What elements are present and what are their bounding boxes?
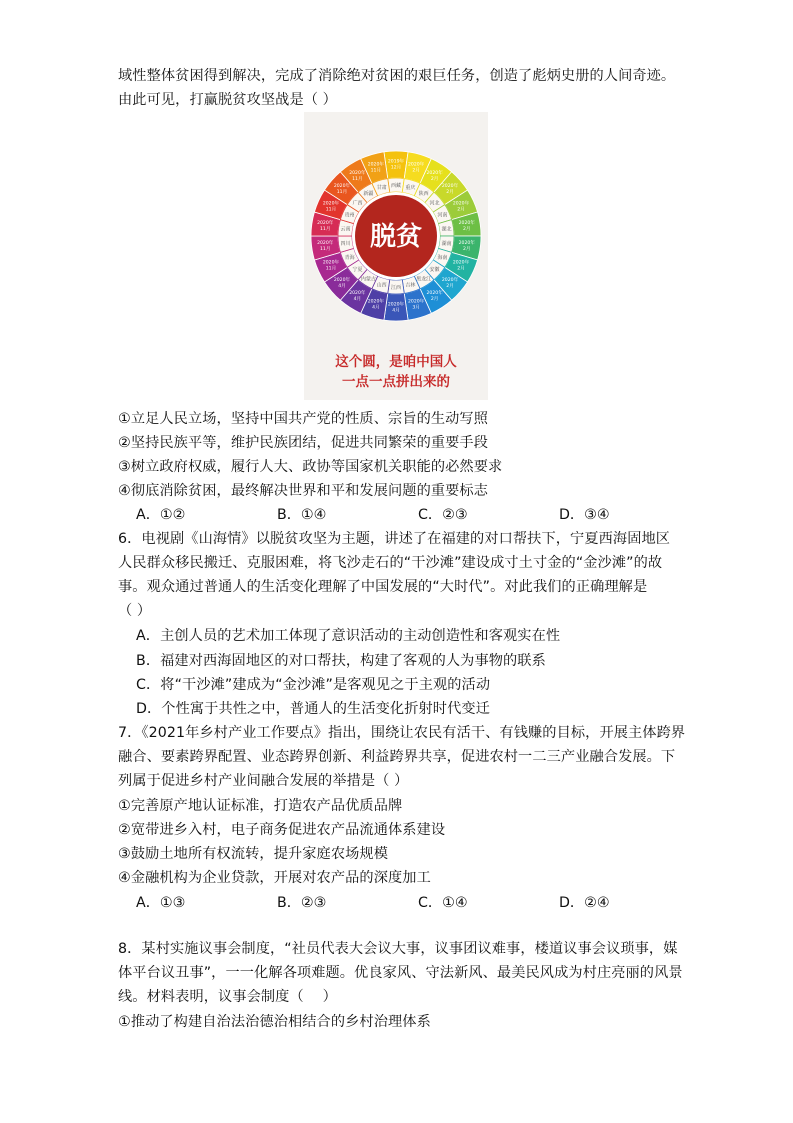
segment-date-month: 4月 (392, 308, 400, 314)
segment-date: 2020年 (322, 260, 340, 266)
segment-date: 2020年 (367, 162, 385, 168)
segment-province: 湖北 (441, 226, 452, 233)
segment-date-month: 2月 (446, 283, 454, 289)
q7-options (136, 891, 700, 915)
q7-stem-line-1: 7．《2021年乡村产业工作要点》指出，围绕让农民有活干、有钱赚的目标，开展主体跨界 (118, 725, 686, 741)
segment-date-month: 11月 (320, 247, 331, 253)
q8-stem-line-2: 体平台议丑事”，一一化解各项难题。优良家风、守法新风、最美民风成为村庄亮丽的风景 (118, 965, 683, 981)
q8-stem-line-3: 线。材料表明，议事会制度（ ） (118, 989, 337, 1005)
segment-date: 2020年 (452, 260, 470, 266)
segment-province: 甘肃 (376, 184, 387, 191)
segment-date: 2020年 (426, 170, 443, 176)
q8-choice-1: ①推动了构建自治法治德治相结合的乡村治理体系 (118, 1014, 431, 1030)
q5-option-c[interactable]: C．②③ (418, 507, 468, 523)
segment-date: 2020年 (407, 162, 425, 168)
wheel-center-title: 脱贫 (369, 222, 423, 252)
q8-stem-line-1: 8．某村实施议事会制度，“社员代表大会议大事，议事团议难事，楼道议事会议琐事，媒 (118, 941, 678, 957)
segment-date-month: 11月 (352, 176, 363, 182)
segment-date-month: 2月 (463, 247, 471, 253)
segment-province: 四川 (340, 241, 351, 248)
segment-date: 2020年 (322, 201, 340, 207)
segment-province: 黑龙江 (416, 276, 432, 283)
q7-choice-4: ④金融机构为企业贷款，开展对农产品的深度加工 (118, 870, 431, 886)
segment-province: 新疆 (363, 190, 374, 197)
q5-option-b[interactable]: B．①④ (277, 507, 327, 523)
segment-province: 安徽 (429, 267, 440, 274)
segment-date: 2020年 (426, 291, 443, 297)
figure-caption-line-1: 这个圆，是咱中国人 (335, 354, 457, 370)
segment-date-month: 2月 (446, 190, 454, 196)
segment-date: 2020年 (317, 220, 334, 226)
segment-date-month: 4月 (353, 297, 362, 303)
segment-date-month: 11月 (370, 168, 382, 174)
q5-stem-line-2: 由此可见，打赢脱贫攻坚战是（ ） (118, 92, 337, 108)
q6-option-d[interactable]: D．个性寓于共性之中，普通人的生活变化折射时代变迁 (136, 701, 490, 717)
q5-option-a[interactable]: A．①② (136, 507, 186, 523)
poverty-alleviation-figure (304, 112, 488, 400)
segment-province: 内蒙古 (360, 276, 376, 283)
segment-date-month: 12月 (390, 165, 402, 171)
segment-date-month: 2月 (412, 168, 420, 174)
q5-option-d[interactable]: D．③④ (559, 507, 610, 523)
segment-province: 吉林 (405, 282, 416, 289)
segment-date: 2019年 (387, 159, 405, 165)
segment-province: 青海 (344, 254, 355, 261)
segment-date-month: 4月 (372, 305, 380, 311)
segment-province: 河南 (437, 212, 448, 219)
q7-option-c[interactable]: C．①④ (418, 895, 468, 911)
q7-option-a[interactable]: A．①③ (136, 895, 186, 911)
q7-stem-line-2: 融合、要素跨界配置、业态跨界创新、利益跨界共享，促进农村一二三产业融合发展。下 (118, 749, 676, 765)
q5-choice-2: ②坚持民族平等，维护民族团结，促进共同繁荣的重要手段 (118, 435, 489, 451)
segment-province: 江西 (390, 284, 402, 291)
segment-date-month: 11月 (325, 207, 337, 213)
segment-date: 2020年 (441, 184, 459, 190)
q5-choice-1: ①立足人民立场，坚持中国共产党的性质、宗旨的生动写照 (118, 411, 489, 427)
segment-province: 西藏 (390, 182, 402, 189)
segment-date-month: 4月 (338, 283, 346, 289)
poverty-wheel-graphic (304, 112, 488, 352)
segment-province: 云南 (340, 226, 351, 233)
q7-option-b[interactable]: B．②③ (277, 895, 327, 911)
segment-date: 2020年 (349, 170, 366, 176)
segment-date: 2020年 (317, 241, 334, 247)
q6-stem-line-2: 人民群众移民搬迁、克服困难，将飞沙走石的“干沙滩”建设成寸土寸金的“金沙滩”的故 (118, 555, 663, 571)
q6-option-b[interactable]: B．福建对西海固地区的对口帮扶，构建了客观的人为事物的联系 (136, 653, 546, 669)
segment-province: 重庆 (405, 184, 416, 191)
segment-province: 山西 (376, 282, 387, 289)
segment-date: 2020年 (333, 277, 351, 283)
segment-date-month: 2月 (430, 297, 439, 303)
segment-date-month: 11月 (336, 190, 348, 196)
segment-date: 2020年 (367, 299, 385, 305)
segment-date: 2020年 (458, 241, 475, 247)
q7-option-d[interactable]: D．②④ (559, 895, 610, 911)
segment-province: 广西 (352, 200, 363, 207)
q5-choice-4: ④彻底消除贫困，最终解决世界和平和发展问题的重要标志 (118, 483, 489, 499)
segment-date-month: 2月 (463, 226, 471, 232)
segment-date-month: 2月 (457, 266, 465, 272)
q7-stem-line-3: 列属于促进乡村产业间融合发展的举措是（ ） (118, 773, 409, 789)
segment-date: 2020年 (458, 220, 475, 226)
q6-option-a[interactable]: A．主创人员的艺术加工体现了意识活动的主动创造性和客观实在性 (136, 628, 561, 644)
segment-province: 湖南 (441, 241, 452, 248)
segment-date: 2020年 (441, 277, 459, 283)
segment-province: 河北 (429, 200, 440, 207)
segment-date: 2020年 (333, 184, 351, 190)
segment-date-month: 2月 (430, 176, 439, 182)
segment-province: 陕西 (418, 190, 429, 197)
segment-date: 2020年 (407, 299, 425, 305)
q6-stem-line-4: （ ） (118, 603, 152, 619)
q7-choice-2: ②宽带进乡入村，电子商务促进农产品流通体系建设 (118, 822, 446, 838)
q5-stem-line-1: 域性整体贫困得到解决，完成了消除绝对贫困的艰巨任务，创造了彪炳史册的人间奇迹。 (118, 68, 676, 84)
segment-date: 2020年 (452, 201, 470, 207)
segment-province: 宁夏 (352, 267, 363, 274)
q7-choice-3: ③鼓励土地所有权流转，提升家庭农场规模 (118, 846, 388, 862)
q7-choice-1: ①完善原产地认证标准，打造农产品优质品牌 (118, 798, 403, 814)
q5-options (136, 503, 700, 527)
q6-option-c[interactable]: C．将“干沙滩”建成为“金沙滩”是客观见之于主观的活动 (136, 677, 491, 693)
segment-province: 贵州 (344, 212, 355, 219)
segment-date: 2020年 (387, 302, 405, 308)
segment-date-month: 2月 (457, 207, 465, 213)
segment-date: 2020年 (349, 291, 366, 297)
q6-stem-line-3: 事。观众通过普通人的生活变化理解了中国发展的“大时代”。对此我们的正确理解是 (118, 579, 648, 595)
figure-caption-line-2: 一点一点拼出来的 (342, 374, 450, 390)
segment-province: 海南 (437, 254, 448, 261)
q6-stem-line-1: 6．电视剧《山海情》以脱贫攻坚为主题，讲述了在福建的对口帮扶下，宁夏西海固地区 (118, 531, 671, 547)
q5-choice-3: ③树立政府权威，履行人大、政协等国家机关职能的必然要求 (118, 459, 503, 475)
segment-date-month: 3月 (412, 305, 420, 311)
segment-date-month: 11月 (320, 226, 331, 232)
segment-date-month: 11月 (325, 266, 337, 272)
